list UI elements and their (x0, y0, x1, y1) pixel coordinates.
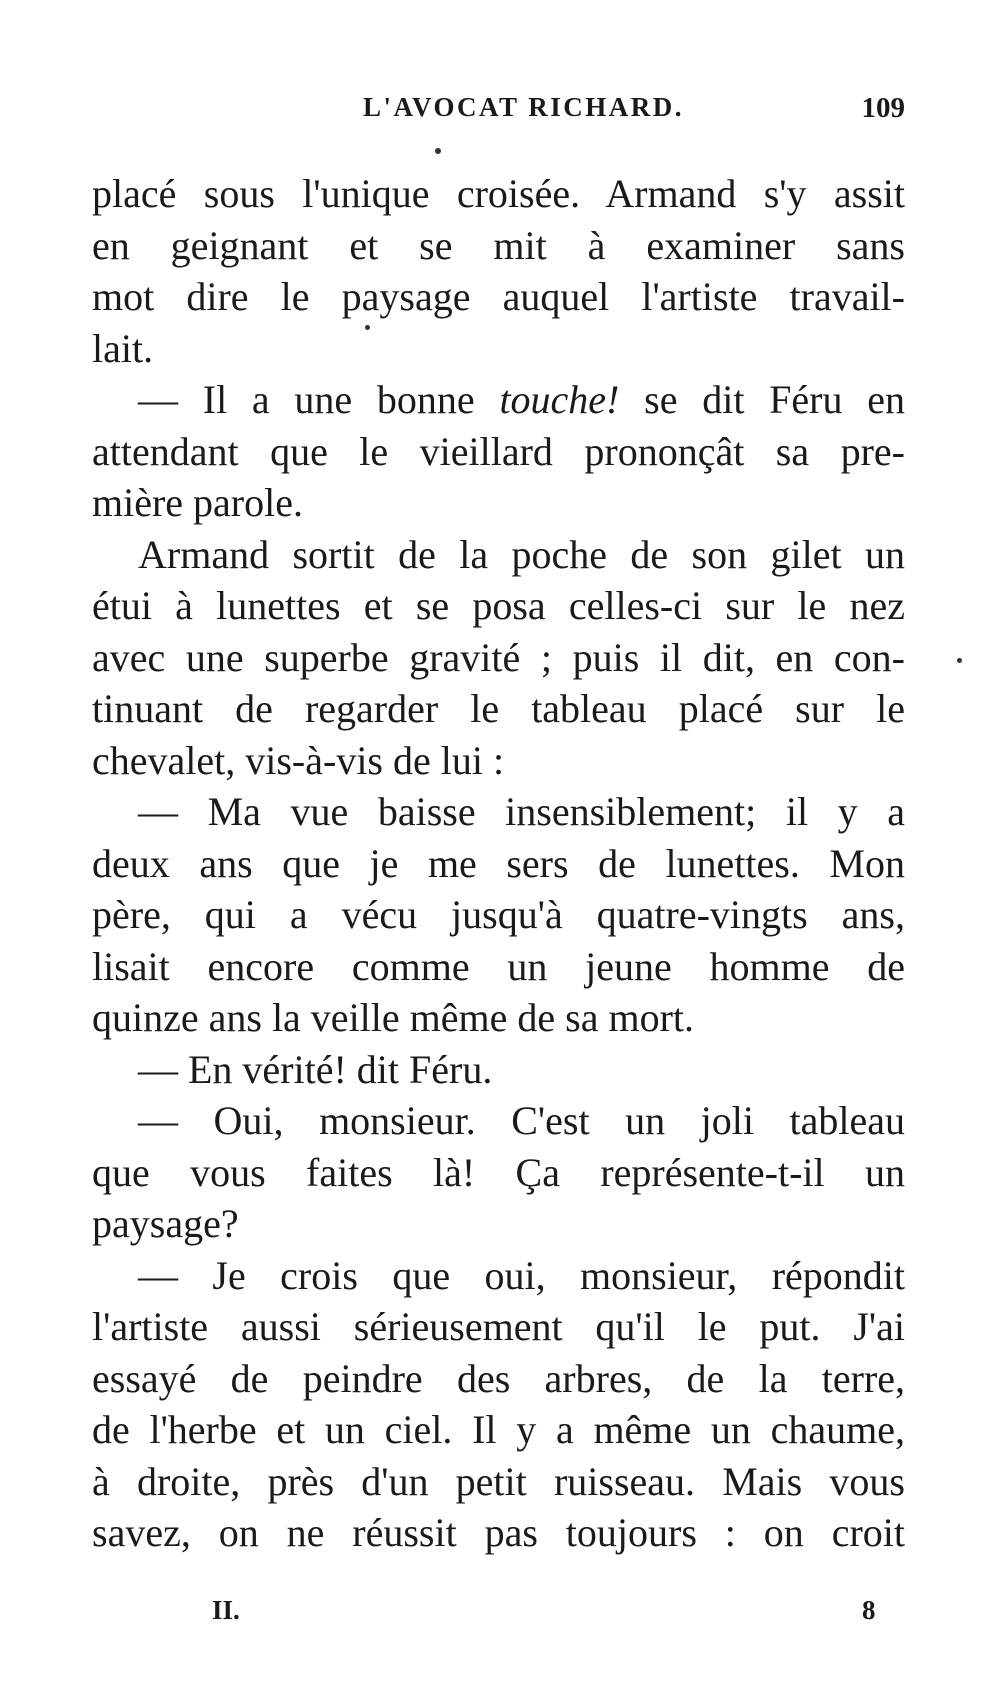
text-line: deux ans que je me sers de lunettes. Mon (92, 840, 905, 886)
print-speck (957, 658, 962, 663)
text-line: Armand sortit de la poche de son gilet un (138, 531, 905, 577)
body-text (92, 168, 905, 1559)
text-line: essayé de peindre des arbres, de la terre, (92, 1355, 905, 1401)
text-line: que vous faites là! Ça représente-t-il un (92, 1149, 905, 1195)
text-line: en geignant et se mit à examiner sans (92, 222, 905, 268)
running-head (92, 92, 905, 132)
signature-number: 8 (862, 1595, 876, 1625)
text-line: de l'herbe et un ciel. Il y a même un chaume, (92, 1407, 905, 1452)
italic-word: touche! (499, 377, 620, 422)
text-line: paysage? (92, 1201, 239, 1246)
text-line: mière parole. (92, 480, 303, 525)
text-line: — Ma vue baisse insensiblement; il y a (138, 789, 905, 834)
print-speck (365, 325, 370, 330)
text-line: étui à lunettes et se posa celles-ci sur le nez (92, 583, 905, 628)
text-line: savez, on ne réussit pas toujours : on croit (92, 1510, 905, 1555)
text-line: attendant que le vieillard prononçât sa pre- (92, 428, 905, 474)
text-line: lait. (92, 325, 154, 371)
text-line: l'artiste aussi sérieusement qu'il le put. J'ai (92, 1304, 905, 1349)
text-line: chevalet, vis-à-vis de lui : (92, 737, 505, 783)
text-line: lisait encore comme un jeune homme de (92, 943, 905, 989)
text-line: — Il a une bonne touche! se dit Féru en (138, 377, 905, 422)
page-footer (92, 1595, 905, 1635)
text-line: — Je crois que oui, monsieur, répondit (138, 1252, 905, 1298)
page-number: 109 (861, 92, 905, 124)
text-line: placé sous l'unique croisée. Armand s'y assit (92, 171, 905, 216)
text-line: à droite, près d'un petit ruisseau. Mais vous (92, 1458, 905, 1504)
text-line: quinze ans la veille même de sa mort. (92, 995, 695, 1040)
text-line: tinuant de regarder le tableau placé sur le (92, 686, 905, 731)
signature-mark: II. (212, 1595, 240, 1625)
print-speck (435, 148, 441, 154)
text-line: — En vérité! dit Féru. (138, 1046, 493, 1092)
text-line: mot dire le paysage auquel l'artiste travail- (92, 274, 905, 319)
text-line: — Oui, monsieur. C'est un joli tableau (138, 1098, 905, 1143)
text-line: avec une superbe gravité ; puis il dit, en con- (92, 634, 905, 680)
text-line: père, qui a vécu jusqu'à quatre-vingts ans, (92, 892, 905, 937)
running-title: L'AVOCAT RICHARD. (362, 92, 684, 122)
